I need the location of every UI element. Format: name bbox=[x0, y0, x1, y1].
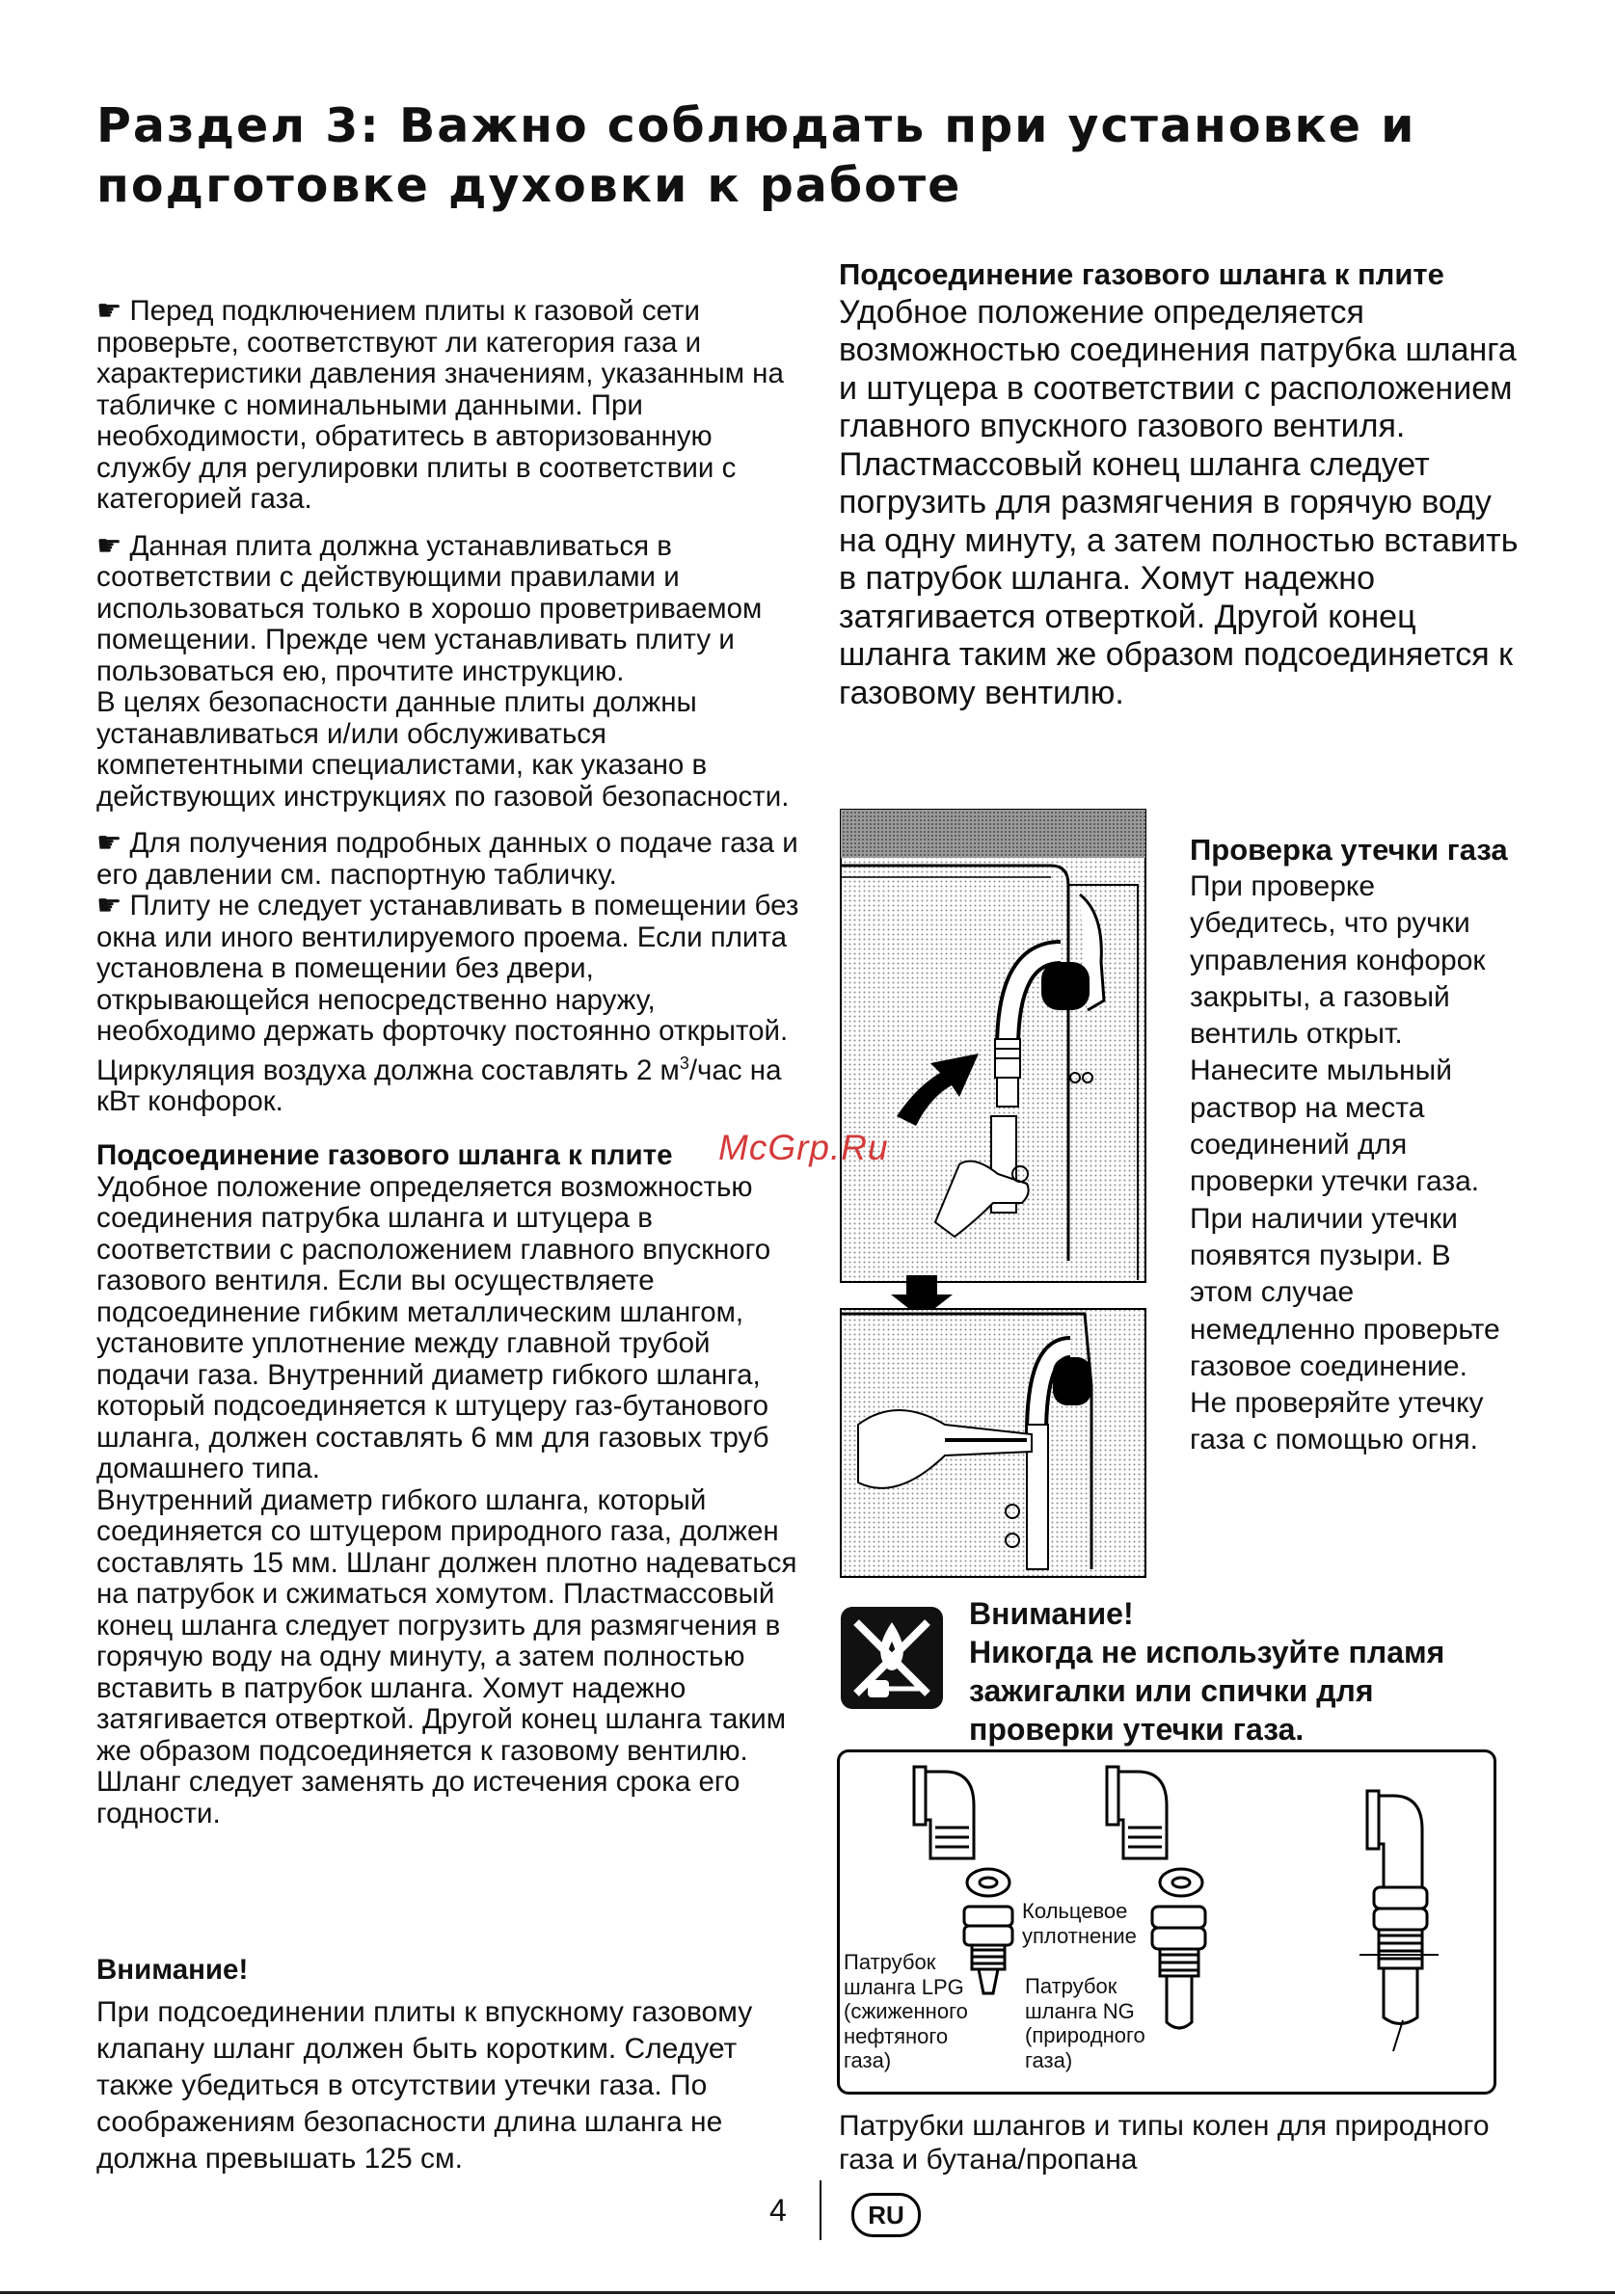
watermark: McGrp.Ru bbox=[718, 1128, 889, 1167]
bullet-paragraph-3: ☛ Для получения подробных данных о подаче газа и его давлении см. паспортную табличку. bbox=[96, 827, 798, 891]
hose-paragraph-2: Внутренний диаметр гибкого шланга, который соединяется со штуцером природного газа, должен составлять 15 мм. Шланг должен плотно надеваться на патрубок и сжиматься хомутом. Пластмассовый конец шланга следует погрузить для размягчения в горячую воду на одну минуту, а затем полностью вставить в патрубок шланга. Хомут надежно затягивается отверткой. Другой конец шланга таким же образом подсоединяется к газовому вентилю. bbox=[96, 1483, 797, 1767]
warning-text: Никогда не используйте пламя зажигалки или спички для проверки утечки газа. bbox=[969, 1635, 1445, 1747]
lpg-fitting-label: Патрубок шланга LPG (сжиженного нефтяного газа) bbox=[844, 1950, 968, 2072]
pointing-hand-icon: ☛ bbox=[96, 827, 122, 859]
attention-heading: Внимание! bbox=[96, 1954, 249, 1986]
warning-title: Внимание! bbox=[969, 1596, 1134, 1631]
page-number: 4 bbox=[769, 2193, 787, 2228]
footer-divider bbox=[820, 2180, 821, 2240]
bullet-paragraph-1: ☛ Перед подключением плиты к газовой сети проверьте, соответствуют ли категория газа и характеристики давления значениям, указанным на табличке с номинальными данными. При необходимости, обратитесь в авторизованную службу для регулировки плиты в соответствии с категорией газа. bbox=[96, 295, 784, 515]
hose-heading-left: Подсоединение газового шланга к плите bbox=[96, 1139, 673, 1172]
diagram-caption: Патрубки шлангов и типы колен для природного газа и бутана/пропана bbox=[839, 2110, 1490, 2176]
left-column bbox=[96, 296, 810, 1853]
safety-paragraph: В целях безопасности данные плиты должны устанавливаться и/или обслуживаться компетентными специалистами, как указано в действующих инструкциях по газовой безопасности. bbox=[96, 686, 790, 813]
air-circulation-paragraph: Циркуляция воздуха должна составлять 2 $м^3$/час на кВт конфорок. bbox=[96, 1053, 782, 1117]
attention-block bbox=[96, 1952, 810, 2177]
ng-fitting-label: Патрубок шланга NG (природного газа) bbox=[1025, 1974, 1145, 2072]
leak-check-heading: Проверка утечки газа bbox=[1190, 833, 1508, 867]
hose-installation-illustration bbox=[839, 808, 1147, 1579]
language-badge: RU bbox=[851, 2193, 921, 2237]
hose-paragraph-right: Удобное положение определяется возможностью соединения патрубка шланга и штуцера в соответствии с расположением главного впускного газового вентиля. Пластмассовый конец шланга следует погрузить для размягчения в горячую воду на одну минуту, а затем полностью вставить в патрубок шланга. Хомут надежно затягивается отверткой. Другой конец шланга таким же образом подсоединяется к газовому вентилю. bbox=[839, 293, 1519, 711]
leak-check-text: При проверке убедитесь, что ручки управления конфорок закрыты, а газовый вентиль открыт. Нанесите мыльный раствор на места соединений для проверки утечки газа. При наличии утечки появятся пузыри. В этом случае немедленно проверьте газовое соединение. Не проверяйте утечку газа с помощью огня. bbox=[1190, 870, 1500, 1456]
bullet-paragraph-2: ☛ Данная плита должна устанавливаться в соответствии с действующими правилами и использоваться только в хорошо проветриваемом помещении. Прежде чем устанавливать плиту и пользоваться ею, прочтите инструкцию. bbox=[96, 529, 763, 687]
no-flame-warning-icon bbox=[839, 1605, 945, 1711]
leak-check-block bbox=[1190, 831, 1508, 1459]
pointing-hand-icon: ☛ bbox=[96, 295, 122, 327]
right-column-text bbox=[839, 255, 1533, 712]
hose-heading-right: Подсоединение газового шланга к плите bbox=[839, 257, 1444, 291]
bullet-paragraph-4: ☛ Плиту не следует устанавливать в помещении без окна или иного вентилируемого проема. Если плита установлена в помещении без двери, открывающейся непосредственно наружу, необходимо держать форточку постоянно открытой. bbox=[96, 890, 799, 1047]
warning-block bbox=[969, 1594, 1509, 1749]
bottom-rule bbox=[0, 2291, 1615, 2294]
ring-seal-label: Кольцевое уплотнение bbox=[1022, 1899, 1137, 1948]
attention-text: При подсоединении плиты к впускному газовому клапану шланг должен быть коротким. Следует также убедиться в отсутствии утечки газа. По соображениям безопасности длина шланга не должна превышать 125 см. bbox=[96, 1996, 753, 2175]
pointing-hand-icon: ☛ bbox=[96, 529, 122, 562]
hose-paragraph-3: Шланг следует заменять до истечения срока его годности. bbox=[96, 1766, 740, 1829]
page-title: Раздел 3: Важно соблюдать при установке и подготовке духовки к работе bbox=[96, 98, 1416, 213]
pointing-hand-icon: ☛ bbox=[96, 890, 122, 921]
hose-paragraph-1: Удобное положение определяется возможностью соединения патрубка шланга и штуцера в соответствии с расположением главного впускного газового вентиля. Если вы осуществляете подсоединение гибким металлическим шлангом, установите уплотнение между главной трубой подачи газа. Внутренний диаметр гибкого шланга, который подсоединяется к штуцеру газ-бутанового шланга, должен составлять 6 мм для газовых труб домашнего типа. bbox=[96, 1170, 771, 1485]
